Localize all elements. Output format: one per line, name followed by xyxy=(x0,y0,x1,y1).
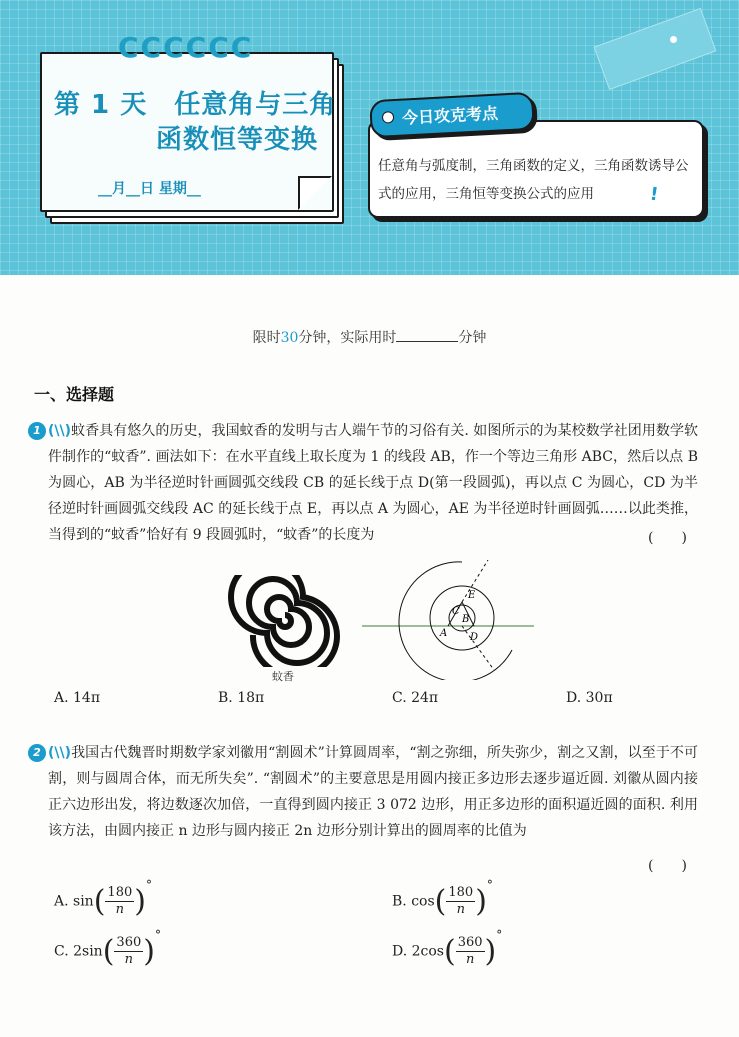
option-label: C. 2sin xyxy=(54,943,103,960)
point-label: E xyxy=(468,590,476,601)
option-c[interactable]: C. 2sin( $\frac{360}{n}$ )° xyxy=(54,928,161,969)
option-a[interactable]: A. 14π xyxy=(54,690,101,706)
focus-label: 今日攻克考点 xyxy=(401,103,499,128)
mosquito-coil-image xyxy=(220,575,350,667)
option-b[interactable]: B. 18π xyxy=(218,690,265,706)
fraction-denominator: n xyxy=(456,902,465,917)
point-label: B xyxy=(462,614,470,625)
option-d[interactable]: D. 30π xyxy=(566,690,613,706)
difficulty-marker: (\\) xyxy=(48,423,72,439)
question-2 xyxy=(33,740,698,844)
option-c[interactable]: C. 24π xyxy=(392,690,439,706)
date-line: __月__日 星期__ xyxy=(98,181,201,197)
answer-paren: ( ) xyxy=(648,530,687,546)
coil-construction-diagram xyxy=(362,560,534,680)
fraction-numerator: 180 xyxy=(448,885,474,900)
fraction-denominator: n xyxy=(115,902,125,917)
question-number: 1 xyxy=(28,422,46,440)
question-text: 蚊香具有悠久的历史，我国蚊香的发明与古人端午节的习俗有关. 如图所示的为某校数学社团用数学软件制作的“蚊香”. 画法如下：在水平直线上取长度为 1 的线段 AB，作一个等边三角形 ABC，然后以点 B 为圆心，AB 为半径逆时针画圆弧交线段 CB 的延长线于点 D(第一段圆弧)，再以点 C 为圆心，CD 为半径逆时针画圆弧交线段 AC 的延长线于点 E，再以点 A 为圆心，AE 为半径逆时针画圆弧……以此类推，当得到的“蚊香”恰好有 9 段圆弧时，“蚊香”的长度为 xyxy=(48,423,698,543)
page-fold xyxy=(298,176,332,210)
section-title: 一、选择题 xyxy=(34,385,115,404)
question-number: 2 xyxy=(28,744,46,762)
page-title-line2: 函数恒等变换 xyxy=(156,125,319,155)
time-suffix: 分钟 xyxy=(458,330,487,346)
fraction-denominator: n xyxy=(124,952,134,967)
dot-icon xyxy=(382,111,395,124)
fraction-numerator: 360 xyxy=(457,935,483,950)
fraction-numerator: 180 xyxy=(107,885,133,900)
point-label: D xyxy=(470,632,479,643)
exclaim-icon: ! xyxy=(648,183,660,206)
question-text: 我国古代魏晋时期数学家刘徽用“割圆术”计算圆周率，“割之弥细，所失弥少，割之又割，以至于不可割，则与圆周合体，而无所失矣”. “割圆术”的主要意思是用圆内接正多边形去逐步逼近圆. 刘徽从圆内接正六边形出发，将边数逐次加倍，一直得到圆内接正 3 072 边形，用正多边形的面积逼近圆的面积. 利用该方法，由圆内接正 n 边形与圆内接正 2n 边形分别计算出的圆周率的比值为 xyxy=(48,745,698,839)
figure-caption: 蚊香 xyxy=(272,670,294,683)
option-label: B. cos xyxy=(392,893,435,910)
difficulty-marker: (\\) xyxy=(48,745,72,761)
tape-decoration xyxy=(594,8,717,90)
option-a[interactable]: A. sin( $\frac{180}{n}$ )° xyxy=(54,878,152,919)
option-b[interactable]: B. cos( $\frac{180}{n}$ )° xyxy=(392,878,493,919)
time-minutes: 30 xyxy=(280,330,299,346)
question-1 xyxy=(33,418,698,548)
option-d[interactable]: D. 2cos( $\frac{360}{n}$ )° xyxy=(392,928,503,969)
fraction-denominator: n xyxy=(465,952,475,967)
time-mid: 分钟，实际用时 xyxy=(298,330,397,346)
time-blank xyxy=(396,329,458,342)
option-label: D. 2cos xyxy=(392,943,444,960)
point-label: A xyxy=(440,628,448,639)
fraction-numerator: 360 xyxy=(116,935,142,950)
time-prefix: 限时 xyxy=(252,330,281,346)
tape-dot xyxy=(670,36,677,43)
option-label: A. sin xyxy=(54,893,94,910)
answer-paren: ( ) xyxy=(648,858,687,874)
point-label: C xyxy=(452,606,460,617)
page-title-line1: 第 1 天 任意角与三角 xyxy=(54,90,337,120)
focus-text: 任意角与弧度制，三角函数的定义，三角函数诱导公式的应用，三角恒等变换公式的应用 xyxy=(378,158,689,202)
binder-rings: CCCCCC xyxy=(118,31,254,64)
time-limit xyxy=(0,327,739,347)
header-banner xyxy=(0,0,739,275)
